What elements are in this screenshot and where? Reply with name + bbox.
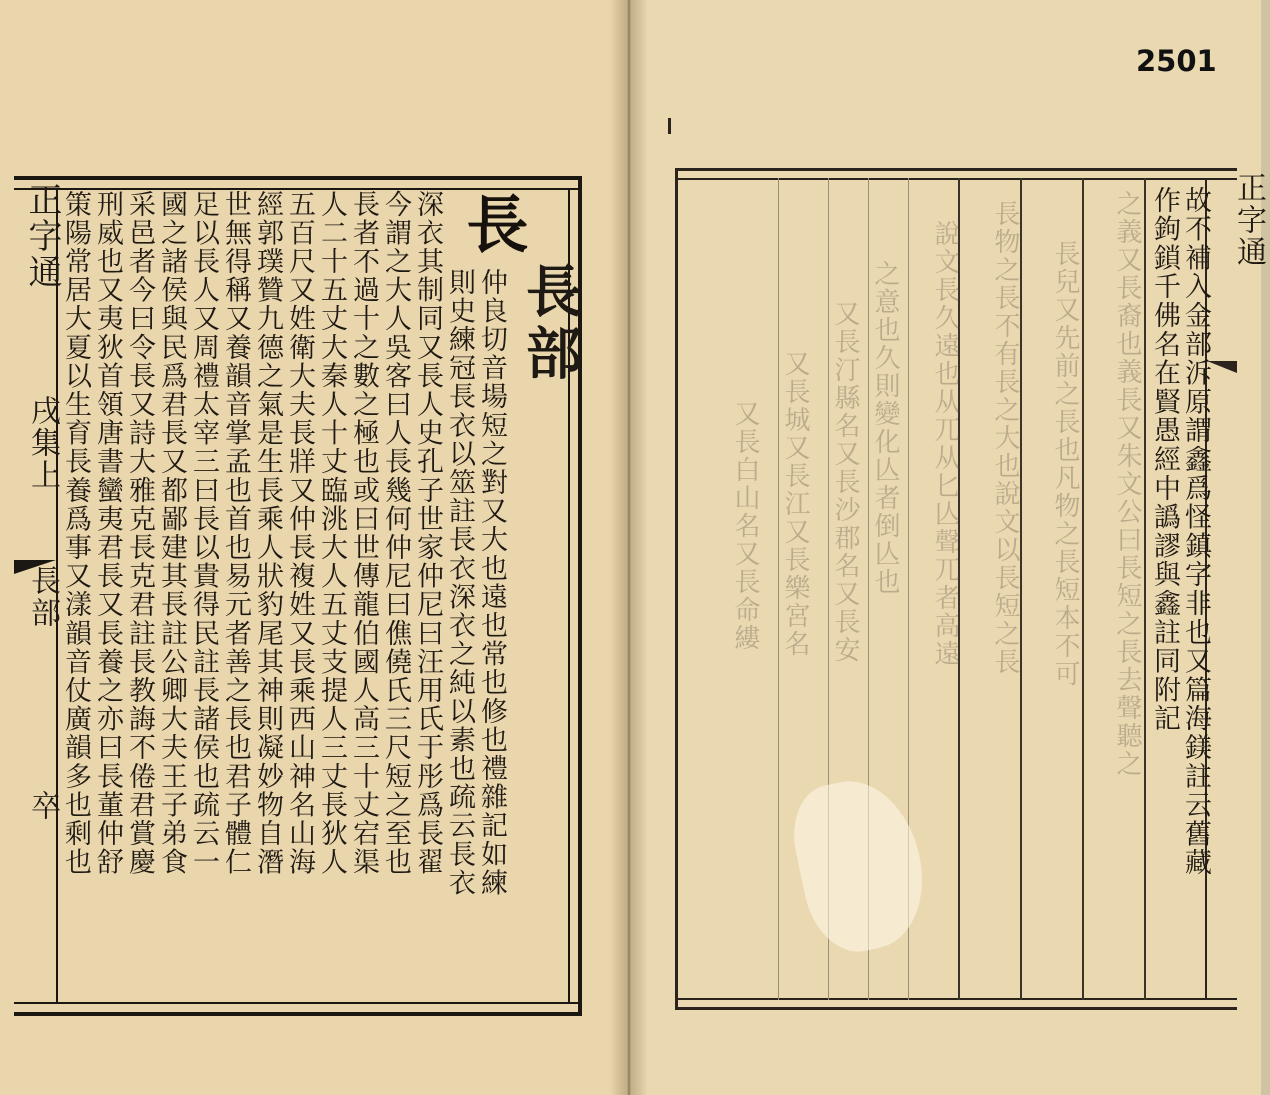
text-column-14: 策陽常居大夏以生育長養爲事又漾韻音仗廣韻多也剩也 [60,190,91,877]
text-column-1: 仲良切音場短之對又大也遠也常也修也禮雜記如練 [476,268,507,898]
head-character: 長 [456,192,529,254]
ink-mark [668,118,671,134]
right-margin-book-title: 正字通 [1231,172,1266,268]
bleed-through-column-8: 又長白山名又長命縷 [730,400,760,652]
bleed-through-column-1: 之義又長裔也義長又朱文公曰長短之長去聲聽之 [1112,190,1142,778]
bleed-through-column-6: 又長汀縣名又長沙郡名又長安 [830,300,860,664]
margin-book-title: 正字通 [22,182,62,290]
bleed-through-column-2: 長兒又先前之長也凡物之長短本不可 [1050,240,1080,688]
text-column-2: 則史練冠長衣以筮註長衣深衣之純以素也疏云長衣 [444,268,475,898]
section-title: 長部 [517,262,583,386]
margin-volume: 戌集上 [25,395,60,491]
margin-section: 長部 [25,565,60,629]
text-column-3: 深衣其制同又長人史孔子世家仲尼曰汪用氏于彤爲長翟 [412,190,443,877]
right-fishtail-mark [1207,361,1237,373]
page-number: 2501 [1136,44,1217,78]
text-column-8: 經郭璞贊九德之氣是生長乘人狀豹尾其神則凝妙物自潛 [252,190,283,877]
bleed-through-column-4: 說文長久遠也从兀从匕亾聲兀者高遠 [930,220,960,668]
text-column-5: 長者不過十之數之極也或曰世傳龍伯國人高三十丈宕渠 [348,190,379,877]
text-column-12: 采邑者今曰令長又詩大雅克長克君註長教誨不倦君賞慶 [124,190,155,877]
bleed-through-column-7: 又長城又長江又長樂宮名 [780,350,810,658]
text-column-9: 世無得稱又養韻音掌孟也首也易元者善之長也君子體仁 [220,190,251,877]
text-column-11: 國之諸侯與民爲君長又都鄙建其長註公卿大夫王子弟食 [156,190,187,877]
text-column-6: 人二十五丈大秦人十丈臨洮大人五丈支提人三丈長狄人 [316,190,347,877]
margin-folio: 卒 [25,790,60,822]
text-column-4: 今謂之大人吳客曰人長幾何仲尼曰僬僥氏三尺短之至也 [380,190,411,877]
text-column-13: 刑威也又夷狄首領唐書蠻夷君長又長養之亦曰長董仲舒 [92,190,123,877]
book-gutter [610,0,648,1095]
bleed-through-column-5: 之意也久則變化亾者倒亾也 [870,260,900,596]
text-column-10: 足以長人又周禮太宰三曰長以貴得民註長諸侯也疏云一 [188,190,219,877]
bleed-through-column-3: 長物之長不有長之大也說文以長短之長 [990,200,1020,676]
right-text-column-1: 故不補入金部泝原謂鑫爲怪鎮字非也又篇海鎂註云舊藏 [1180,186,1211,878]
text-column-7: 五百尺又姓衛大夫長牂又仲長複姓又長乘西山神名山海 [284,190,315,877]
right-text-column-2: 作鉤鎖千佛名在賢愚經中譌謬與鑫註同附記 [1149,186,1180,734]
